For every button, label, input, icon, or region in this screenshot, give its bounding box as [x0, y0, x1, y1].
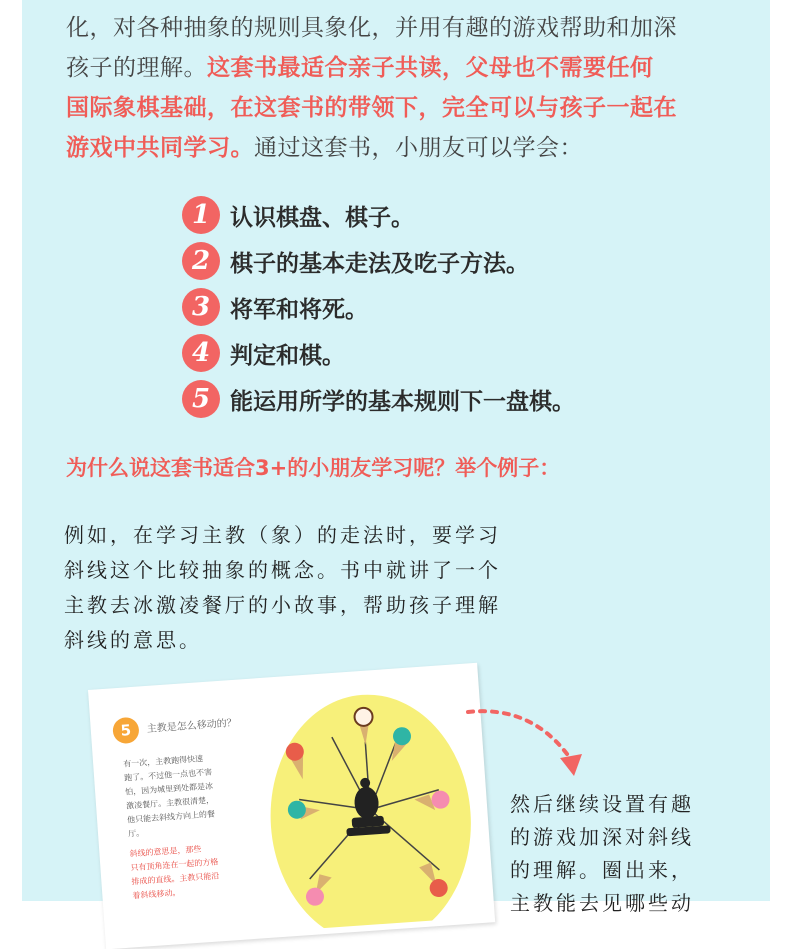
number-badge: 2 — [182, 242, 220, 280]
learn-item-text: 棋子的基本走法及吃子方法。 — [230, 250, 529, 277]
book-text-line: 跑了。不过他一点也不害 — [123, 767, 213, 783]
followup-paragraph — [510, 788, 740, 920]
example-line: 例如，在学习主教（象）的走法时，要学习 — [64, 523, 501, 547]
intro-line-1: 化，对各种抽象的规则具象化，并用有趣的游戏帮助和加深 — [66, 15, 677, 41]
book-page-badge: 5 — [112, 717, 140, 745]
example-line: 主教去冰激凌餐厅的小故事，帮助孩子理解 — [64, 593, 501, 617]
intro-line-3-highlight: 国际象棋基础，在这套书的带领下，完全可以与孩子一起在 — [66, 95, 677, 121]
book-text-line: 有一次，主教跑得快速 — [122, 754, 204, 769]
learn-list — [182, 192, 575, 422]
learn-item — [182, 330, 575, 376]
learn-item — [182, 284, 575, 330]
book-text-line: 激凌餐厅。主教很清楚， — [125, 795, 215, 811]
book-text-line: 怕，因为城里到处都是冰 — [124, 781, 214, 797]
question-heading: 为什么说这套书适合3+的小朋友学习呢？举个例子： — [66, 456, 561, 480]
learn-item-text: 认识棋盘、棋子。 — [230, 204, 414, 231]
example-line: 斜线的意思。 — [64, 628, 202, 652]
followup-line: 的理解。圈出来， — [510, 858, 694, 882]
intro-line-2-highlight: 这套书最适合亲子共读，父母也不需要任何 — [207, 55, 654, 81]
book-text-line-red: 着斜线移动。 — [132, 888, 181, 901]
intro-line-4-highlight: 游戏中共同学习。 — [66, 135, 254, 161]
book-page-image — [88, 663, 495, 949]
learn-item-text: 将军和将死。 — [230, 296, 368, 323]
number-badge: 3 — [182, 288, 220, 326]
number-badge: 1 — [182, 196, 220, 234]
learn-item-text: 判定和棋。 — [230, 342, 345, 369]
followup-line: 的游戏加深对斜线 — [510, 825, 694, 849]
number-badge: 5 — [182, 380, 220, 418]
intro-line-2-plain: 孩子的理解。 — [66, 55, 207, 81]
learn-item — [182, 376, 575, 422]
example-line: 斜线这个比较抽象的概念。书中就讲了一个 — [64, 558, 501, 582]
example-paragraph — [64, 518, 554, 658]
ice-cream-illustration — [257, 678, 483, 932]
learn-item — [182, 238, 575, 284]
number-badge: 4 — [182, 334, 220, 372]
book-text-line-red: 斜线的意思是，那些 — [129, 844, 202, 859]
curved-arrow-icon — [462, 700, 592, 785]
book-text-line: 他只能去斜线方向上的餐 — [126, 809, 216, 825]
learn-item — [182, 192, 575, 238]
book-page-title: 主教是怎么移动的？ — [146, 717, 238, 735]
intro-line-4 — [66, 128, 746, 168]
book-text-line: 厅。 — [127, 828, 145, 839]
intro-paragraph — [66, 8, 746, 168]
followup-line: 主教能去见哪些动 — [510, 891, 694, 915]
learn-item-text: 能运用所学的基本规则下一盘棋。 — [230, 388, 575, 415]
book-text-line-red: 排成的直线。主教只能沿 — [131, 871, 220, 887]
book-text-line-red: 只有顶角连在一起的方格 — [130, 857, 219, 873]
followup-line: 然后继续设置有趣 — [510, 792, 694, 816]
intro-line-2 — [66, 48, 746, 88]
intro-line-4-plain: 通过这套书，小朋友可以学会： — [254, 135, 583, 161]
book-page-text — [123, 750, 243, 903]
